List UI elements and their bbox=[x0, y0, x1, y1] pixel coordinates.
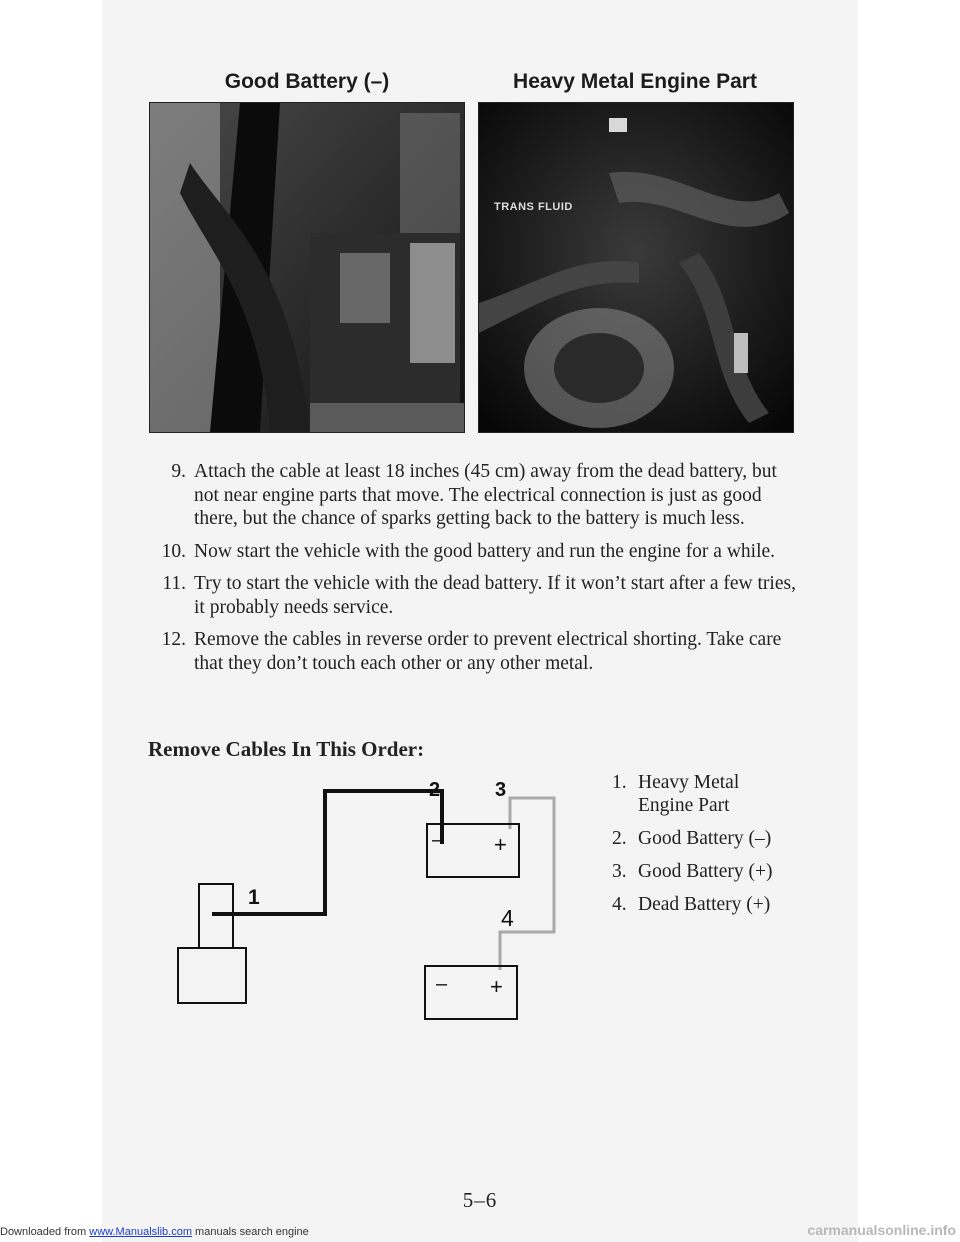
manualslib-link[interactable]: www.Manualslib.com bbox=[89, 1226, 192, 1238]
diagram-legend bbox=[612, 771, 832, 926]
step-10: 10. Now start the vehicle with the good battery and run the engine for a while. bbox=[161, 540, 776, 562]
trans-fluid-label: TRANS FLUID bbox=[494, 201, 573, 213]
instruction-steps bbox=[136, 460, 796, 684]
watermark: carmanualsonline.info bbox=[807, 1222, 956, 1238]
photo-engine-part bbox=[478, 102, 794, 433]
section-title: Remove Cables In This Order: bbox=[148, 737, 425, 761]
photo-caption-good-battery: Good Battery (–) bbox=[224, 70, 390, 93]
good-battery-plus: + bbox=[494, 832, 507, 857]
legend-item: 1. Heavy Metal Engine Part bbox=[612, 772, 740, 816]
legend-item: 4. Dead Battery (+) bbox=[612, 894, 771, 915]
photo-caption-engine-part: Heavy Metal Engine Part bbox=[513, 70, 757, 93]
legend-item: 3. Good Battery (+) bbox=[612, 861, 773, 882]
legend-item: 2. Good Battery (–) bbox=[612, 828, 772, 849]
dead-battery-minus: – bbox=[436, 973, 448, 995]
diagram-label-4: 4 bbox=[501, 905, 514, 931]
diagram-label-2: 2 bbox=[429, 779, 441, 801]
step-12: 12. Remove the cables in reverse order to prevent electrical shorting. Take care that they don’t touch each other or any other metal. bbox=[161, 629, 782, 674]
cable-order-diagram bbox=[170, 774, 580, 1039]
page-number: 5–6 bbox=[462, 1188, 498, 1212]
negative-cable bbox=[212, 791, 442, 914]
step-11: 11. Try to start the vehicle with the dead battery. If it won’t start after a few tries, it probably needs service. bbox=[162, 573, 796, 618]
dead-battery-plus: + bbox=[490, 974, 503, 999]
good-battery-minus: – bbox=[432, 829, 444, 851]
step-9: 9. Attach the cable at least 18 inches (45 cm) away from the dead battery, but not near engine parts that move. The electrical connection is just as good there, but the chance of sparks getting back to the battery is much less. bbox=[171, 461, 777, 529]
diagram-label-3: 3 bbox=[495, 779, 507, 801]
photo-good-battery bbox=[149, 102, 465, 433]
engine-part-lower bbox=[178, 948, 246, 1003]
diagram-label-1: 1 bbox=[248, 886, 260, 909]
download-footer: Downloaded from www.Manualslib.com manuals search engine bbox=[0, 1226, 309, 1238]
